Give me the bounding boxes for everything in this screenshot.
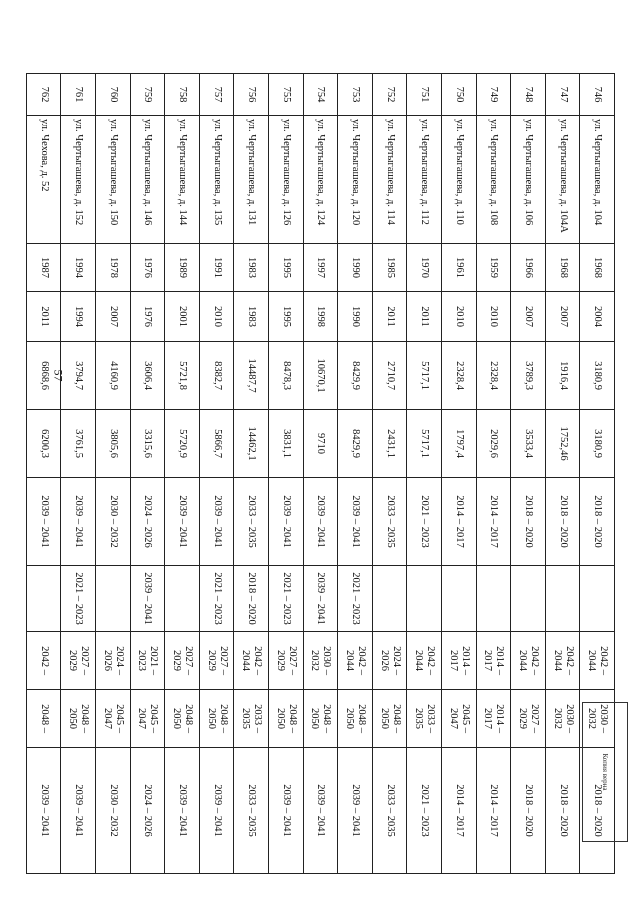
total-area-cell: 3606,4 (130, 342, 165, 410)
living-area-cell: 3315,6 (130, 410, 165, 478)
certification-stamp (582, 702, 628, 842)
year-built-cell: 1959 (476, 244, 511, 292)
row-number-cell: 761 (61, 74, 96, 116)
table-row (442, 74, 477, 874)
living-area-cell: 14462,1 (234, 410, 269, 478)
period-4-cell: 2045 – 2047 (130, 690, 165, 748)
period-4-cell: 2030 – 2032 (545, 690, 580, 748)
document-table-rotated (38, 73, 615, 873)
year-built-cell: 1983 (234, 244, 269, 292)
period-4-cell: 2048 – 2050 (372, 690, 407, 748)
table-row (303, 74, 338, 874)
period-1-cell: 2024 – 2026 (130, 478, 165, 566)
living-area-cell: 3831,1 (269, 410, 304, 478)
period-4-cell: 2048 – 2050 (303, 690, 338, 748)
address-cell: ул. Чертыгашева, д. 108 (476, 116, 511, 244)
period-1-cell: 2030 – 2032 (96, 478, 131, 566)
period-3-cell: 2027 – 2029 (199, 632, 234, 690)
period-4-cell: 2033 – 2035 (407, 690, 442, 748)
living-area-cell: 5717,1 (407, 410, 442, 478)
year-built-cell: 1970 (407, 244, 442, 292)
period-3-cell: 2030 – 2032 (303, 632, 338, 690)
period-2-cell (545, 566, 580, 632)
page-number: 57 (51, 369, 66, 382)
period-2-cell (580, 566, 615, 632)
row-number-cell: 752 (372, 74, 407, 116)
year-renovated-cell: 2010 (476, 292, 511, 342)
address-cell: ул. Чертыгашева, д. 146 (130, 116, 165, 244)
period-4-cell: 2048 – 2050 (269, 690, 304, 748)
period-3-cell: 2014 – 2017 (442, 632, 477, 690)
period-2-cell (96, 566, 131, 632)
total-area-cell: 4160,9 (96, 342, 131, 410)
period-1-cell: 2018 – 2020 (545, 478, 580, 566)
period-3-cell: 2024 – 2026 (372, 632, 407, 690)
address-cell: ул. Чертыгашева, д. 110 (442, 116, 477, 244)
total-area-cell: 8382,7 (199, 342, 234, 410)
period-1-cell: 2033 – 2035 (372, 478, 407, 566)
address-cell: ул. Чертыгашева, д. 120 (338, 116, 373, 244)
period-2-cell (511, 566, 546, 632)
address-cell: ул. Чертыгашева, д. 112 (407, 116, 442, 244)
year-renovated-cell: 2007 (545, 292, 580, 342)
period-3-cell: 2042 – 2044 (407, 632, 442, 690)
period-3-cell: 2042 – 2044 (338, 632, 373, 690)
period-5-cell: 2014 – 2017 (442, 748, 477, 874)
row-number-cell: 750 (442, 74, 477, 116)
period-2-cell: 2021 – 2023 (338, 566, 373, 632)
period-4-cell: 2045 – 2047 (96, 690, 131, 748)
stamp-text: Копия верна (601, 753, 609, 791)
period-1-cell: 2033 – 2035 (234, 478, 269, 566)
period-4-cell: 2014 – 2017 (476, 690, 511, 748)
row-number-cell: 762 (26, 74, 61, 116)
year-built-cell: 1976 (130, 244, 165, 292)
year-built-cell: 1987 (26, 244, 61, 292)
period-5-cell: 2033 – 2035 (234, 748, 269, 874)
period-5-cell: 2033 – 2035 (372, 748, 407, 874)
year-renovated-cell: 2011 (407, 292, 442, 342)
period-2-cell (26, 566, 61, 632)
period-2-cell: 2039 – 2041 (130, 566, 165, 632)
row-number-cell: 753 (338, 74, 373, 116)
table-row (407, 74, 442, 874)
address-cell: ул. Чертыгашева, д. 131 (234, 116, 269, 244)
period-4-cell: 2048 – (26, 690, 61, 748)
address-cell: ул. Чертыгашева, д. 126 (269, 116, 304, 244)
year-built-cell: 1991 (199, 244, 234, 292)
row-number-cell: 760 (96, 74, 131, 116)
living-area-cell: 1797,4 (442, 410, 477, 478)
period-3-cell: 2024 – 2026 (96, 632, 131, 690)
period-4-cell: 2030 – 2032 (580, 690, 615, 748)
year-renovated-cell: 2011 (372, 292, 407, 342)
period-1-cell: 2018 – 2020 (580, 478, 615, 566)
table-row (476, 74, 511, 874)
period-3-cell: 2027 – 2029 (61, 632, 96, 690)
period-1-cell: 2021 – 2023 (407, 478, 442, 566)
period-5-cell: 2030 – 2032 (96, 748, 131, 874)
year-built-cell: 1990 (338, 244, 373, 292)
period-2-cell (407, 566, 442, 632)
period-3-cell: 2042 – 2044 (511, 632, 546, 690)
period-2-cell: 2021 – 2023 (61, 566, 96, 632)
period-1-cell: 2039 – 2041 (61, 478, 96, 566)
period-4-cell: 2027 – 2029 (511, 690, 546, 748)
period-1-cell: 2039 – 2041 (338, 478, 373, 566)
address-cell: ул. Чертыгашева, д. 104 (580, 116, 615, 244)
period-3-cell: 2014 – 2017 (476, 632, 511, 690)
period-1-cell: 2039 – 2041 (269, 478, 304, 566)
period-5-cell: 2014 – 2017 (476, 748, 511, 874)
total-area-cell: 6868,6 (26, 342, 61, 410)
table-row (372, 74, 407, 874)
period-2-cell (476, 566, 511, 632)
table-row (545, 74, 580, 874)
period-3-cell: 2042 – (26, 632, 61, 690)
year-renovated-cell: 2010 (442, 292, 477, 342)
period-4-cell: 2048 – 2050 (61, 690, 96, 748)
year-renovated-cell: 1983 (234, 292, 269, 342)
living-area-cell: 2029,6 (476, 410, 511, 478)
period-2-cell: 2018 – 2020 (234, 566, 269, 632)
living-area-cell: 8429,9 (338, 410, 373, 478)
total-area-cell: 2328,4 (476, 342, 511, 410)
row-number-cell: 746 (580, 74, 615, 116)
year-renovated-cell: 1995 (269, 292, 304, 342)
period-5-cell: 2018 – 2020 (580, 748, 615, 874)
total-area-cell: 8478,3 (269, 342, 304, 410)
table-row (165, 74, 200, 874)
total-area-cell: 8429,9 (338, 342, 373, 410)
period-2-cell: 2021 – 2023 (269, 566, 304, 632)
period-1-cell: 2039 – 2041 (26, 478, 61, 566)
period-4-cell: 2048 – 2050 (338, 690, 373, 748)
period-5-cell: 2039 – 2041 (303, 748, 338, 874)
year-built-cell: 1968 (580, 244, 615, 292)
living-area-cell: 1752,46 (545, 410, 580, 478)
period-4-cell: 2048 – 2050 (165, 690, 200, 748)
year-renovated-cell: 2010 (199, 292, 234, 342)
total-area-cell: 10670,1 (303, 342, 338, 410)
year-built-cell: 1997 (303, 244, 338, 292)
address-cell: ул. Чертыгашева, д. 106 (511, 116, 546, 244)
period-1-cell: 2039 – 2041 (303, 478, 338, 566)
table-row (511, 74, 546, 874)
year-built-cell: 1995 (269, 244, 304, 292)
year-built-cell: 1985 (372, 244, 407, 292)
row-number-cell: 757 (199, 74, 234, 116)
period-2-cell (165, 566, 200, 632)
year-built-cell: 1961 (442, 244, 477, 292)
total-area-cell: 3794,7 (61, 342, 96, 410)
row-number-cell: 758 (165, 74, 200, 116)
table-row (96, 74, 131, 874)
living-area-cell: 3761,5 (61, 410, 96, 478)
period-5-cell: 2018 – 2020 (545, 748, 580, 874)
total-area-cell: 1916,4 (545, 342, 580, 410)
row-number-cell: 756 (234, 74, 269, 116)
total-area-cell: 3180,9 (580, 342, 615, 410)
period-5-cell: 2039 – 2041 (338, 748, 373, 874)
address-cell: ул. Чертыгашева, д. 152 (61, 116, 96, 244)
period-1-cell: 2039 – 2041 (199, 478, 234, 566)
period-2-cell (372, 566, 407, 632)
year-built-cell: 1968 (545, 244, 580, 292)
period-5-cell: 2039 – 2041 (199, 748, 234, 874)
year-built-cell: 1978 (96, 244, 131, 292)
table-row (234, 74, 269, 874)
period-4-cell: 2045 – 2047 (442, 690, 477, 748)
period-3-cell: 2042 – 2044 (234, 632, 269, 690)
address-cell: ул. Чертыгашева, д. 104А (545, 116, 580, 244)
living-area-cell: 5720,9 (165, 410, 200, 478)
year-built-cell: 1966 (511, 244, 546, 292)
period-5-cell: 2039 – 2041 (26, 748, 61, 874)
period-3-cell: 2042 – 2044 (580, 632, 615, 690)
year-built-cell: 1994 (61, 244, 96, 292)
period-1-cell: 2014 – 2017 (476, 478, 511, 566)
address-cell: ул. Чертыгашева, д. 114 (372, 116, 407, 244)
address-cell: ул. Чертыгашева, д. 135 (199, 116, 234, 244)
year-renovated-cell: 1976 (130, 292, 165, 342)
year-renovated-cell: 1990 (338, 292, 373, 342)
period-3-cell: 2027 – 2029 (269, 632, 304, 690)
row-number-cell: 747 (545, 74, 580, 116)
period-5-cell: 2024 – 2026 (130, 748, 165, 874)
address-cell: ул. Чертыгашева, д. 150 (96, 116, 131, 244)
living-area-cell: 6200,3 (26, 410, 61, 478)
period-4-cell: 2033 – 2035 (234, 690, 269, 748)
total-area-cell: 5721,8 (165, 342, 200, 410)
period-2-cell (442, 566, 477, 632)
period-5-cell: 2018 – 2020 (511, 748, 546, 874)
period-2-cell: 2039 – 2041 (303, 566, 338, 632)
period-5-cell: 2021 – 2023 (407, 748, 442, 874)
period-3-cell: 2021 – 2023 (130, 632, 165, 690)
table-row (338, 74, 373, 874)
period-3-cell: 2042 – 2044 (545, 632, 580, 690)
living-area-cell: 2431,1 (372, 410, 407, 478)
table-row (26, 74, 61, 874)
year-built-cell: 1989 (165, 244, 200, 292)
period-2-cell: 2021 – 2023 (199, 566, 234, 632)
living-area-cell: 5866,7 (199, 410, 234, 478)
housing-table (26, 73, 615, 874)
living-area-cell: 9710 (303, 410, 338, 478)
period-3-cell: 2027 – 2029 (165, 632, 200, 690)
total-area-cell: 3789,3 (511, 342, 546, 410)
row-number-cell: 755 (269, 74, 304, 116)
row-number-cell: 748 (511, 74, 546, 116)
row-number-cell: 754 (303, 74, 338, 116)
year-renovated-cell: 1998 (303, 292, 338, 342)
living-area-cell: 3180,9 (580, 410, 615, 478)
address-cell: ул. Чертыгашева, д. 144 (165, 116, 200, 244)
year-renovated-cell: 2004 (580, 292, 615, 342)
row-number-cell: 749 (476, 74, 511, 116)
total-area-cell: 2328,4 (442, 342, 477, 410)
table-row (130, 74, 165, 874)
living-area-cell: 3805,6 (96, 410, 131, 478)
period-1-cell: 2014 – 2017 (442, 478, 477, 566)
table-row (61, 74, 96, 874)
period-5-cell: 2039 – 2041 (269, 748, 304, 874)
table-row (269, 74, 304, 874)
period-1-cell: 2039 – 2041 (165, 478, 200, 566)
year-renovated-cell: 2001 (165, 292, 200, 342)
period-4-cell: 2048 – 2050 (199, 690, 234, 748)
year-renovated-cell: 2007 (511, 292, 546, 342)
total-area-cell: 2710,7 (372, 342, 407, 410)
period-5-cell: 2039 – 2041 (61, 748, 96, 874)
row-number-cell: 759 (130, 74, 165, 116)
period-5-cell: 2039 – 2041 (165, 748, 200, 874)
living-area-cell: 3533,4 (511, 410, 546, 478)
total-area-cell: 14487,7 (234, 342, 269, 410)
year-renovated-cell: 1994 (61, 292, 96, 342)
address-cell: ул. Чехова, д. 52 (26, 116, 61, 244)
year-renovated-cell: 2007 (96, 292, 131, 342)
period-1-cell: 2018 – 2020 (511, 478, 546, 566)
year-renovated-cell: 2011 (26, 292, 61, 342)
table-row (199, 74, 234, 874)
address-cell: ул. Чертыгашева, д. 124 (303, 116, 338, 244)
total-area-cell: 5717,1 (407, 342, 442, 410)
row-number-cell: 751 (407, 74, 442, 116)
